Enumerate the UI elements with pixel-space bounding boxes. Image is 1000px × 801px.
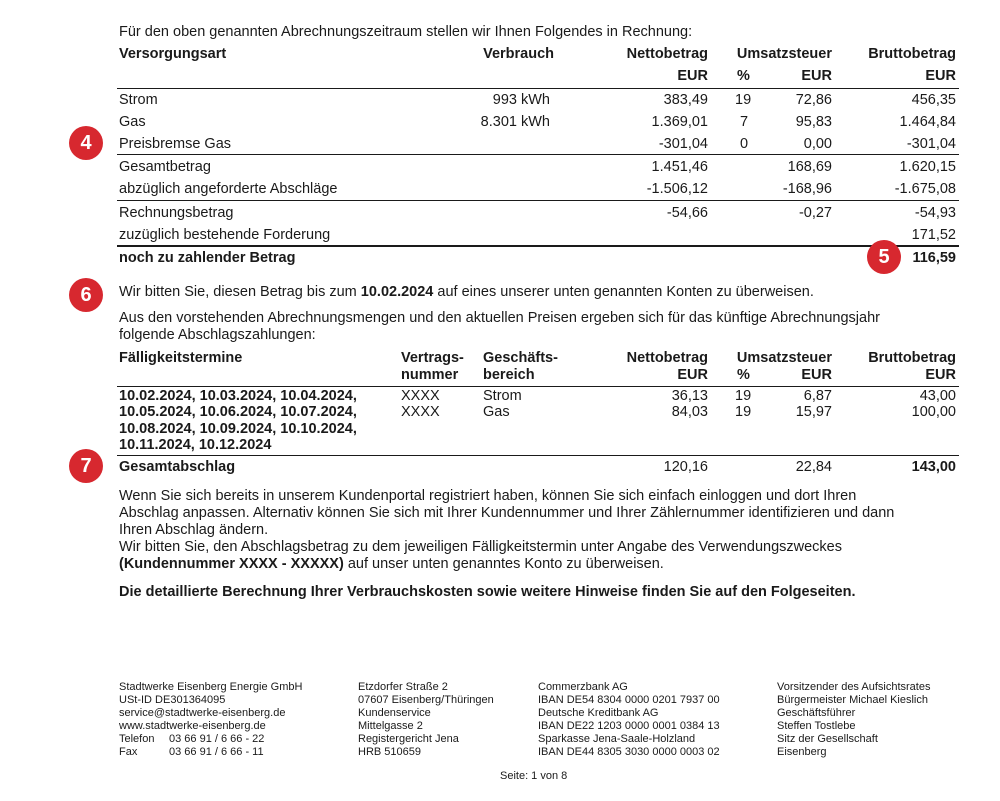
- unit-net-2: EUR: [677, 367, 708, 383]
- total-vat: 22,84: [795, 459, 832, 475]
- footer-seat-title: Sitz der Gesellschaft: [777, 733, 878, 745]
- row-pct: 19: [735, 404, 752, 420]
- row-gross: 43,00: [919, 388, 956, 404]
- row-net: -1.506,12: [646, 181, 708, 197]
- table2-rule-total: [117, 455, 959, 456]
- footer-bank-column: [538, 681, 720, 759]
- footer-street: Etzdorfer Straße 2: [358, 681, 448, 693]
- row-net: -54,66: [666, 205, 708, 221]
- unit-vat-2: EUR: [801, 367, 832, 383]
- table1-rule-total: [117, 245, 959, 247]
- forecast-line-1: Aus den vorstehenden Abrechnungsmengen und den aktuellen Preisen ergeben sich für das künftige Abrechnungsjahr: [119, 310, 880, 326]
- col-header-type: Versorgungsart: [119, 46, 227, 62]
- row-gross: -54,93: [914, 205, 956, 221]
- footer-bank-1: Commerzbank AG: [538, 681, 628, 693]
- intro-text: Für den oben genannten Abrechnungszeitraum stellen wir Ihnen Folgendes in Rechnung:: [119, 24, 693, 40]
- unit-pct-2: %: [737, 367, 750, 383]
- footer-iban-2: IBAN DE22 1203 0000 0001 0384 13: [538, 720, 720, 732]
- row-gross: -301,04: [906, 136, 956, 152]
- footer-seat-city: Eisenberg: [777, 746, 827, 758]
- marker-badge-4: 4: [69, 126, 103, 160]
- table1-header-rule: [117, 88, 959, 89]
- due-dates-line-2: 10.05.2024, 10.06.2024, 10.07.2024,: [119, 404, 357, 420]
- footer-service-street: Mittelgasse 2: [358, 720, 423, 732]
- footer-iban-3: IBAN DE44 8305 3030 0000 0003 02: [538, 746, 720, 758]
- footer-vat-id: USt-ID DE301364095: [119, 694, 226, 706]
- row-vat: 168,69: [787, 159, 832, 175]
- due-dates-line-1: 10.02.2024, 10.03.2024, 10.04.2024,: [119, 388, 357, 404]
- row-contract: XXXX: [401, 404, 440, 420]
- total-label: Gesamtabschlag: [119, 459, 236, 475]
- col-header-gross: Bruttobetrag: [868, 46, 956, 62]
- row-gross: 171,52: [911, 227, 956, 243]
- row-vat: 95,83: [795, 114, 832, 130]
- row-gross: -1.675,08: [894, 181, 956, 197]
- row-label: Strom: [119, 92, 158, 108]
- unit-pct: %: [737, 68, 750, 84]
- row-pct: 7: [740, 114, 749, 130]
- row-gross: 1.464,84: [899, 114, 956, 130]
- row-area: Strom: [483, 388, 522, 404]
- unit-gross: EUR: [925, 68, 956, 84]
- footer-board-chair: Bürgermeister Michael Kieslich: [777, 694, 928, 706]
- footer-email: service@stadtwerke-eisenberg.de: [119, 707, 286, 719]
- marker-badge-5: 5: [867, 240, 901, 274]
- footer-iban-1: IBAN DE54 8304 0000 0201 7937 00: [538, 694, 720, 706]
- row-vat: -0,27: [798, 205, 832, 221]
- payment-before: Wir bitten Sie, diesen Betrag bis zum: [119, 284, 361, 300]
- marker-badge-6: 6: [69, 278, 103, 312]
- footer-ceo-name: Steffen Tostlebe: [777, 720, 856, 732]
- unit-vat: EUR: [801, 68, 832, 84]
- unit-gross-2: EUR: [925, 367, 956, 383]
- portal-line-4: Wir bitten Sie, den Abschlagsbetrag zu dem jeweiligen Fälligkeitstermin unter Angabe des Verwendungszweckes: [119, 539, 842, 555]
- footer-ceo-title: Geschäftsführer: [777, 707, 856, 719]
- portal-line-5: [119, 556, 664, 573]
- payment-after: auf eines unserer unten genannten Konten zu überweisen.: [433, 284, 814, 300]
- row-consumption: 993 kWh: [492, 92, 550, 108]
- col-header-contract-2: nummer: [401, 367, 459, 383]
- col-header-area: Geschäfts-: [483, 350, 558, 366]
- footer-address-column: [358, 681, 494, 759]
- footer-website: www.stadtwerke-eisenberg.de: [119, 720, 266, 732]
- row-pct: 19: [735, 388, 752, 404]
- row-net: 1.451,46: [651, 159, 708, 175]
- col-header-gross-2: Bruttobetrag: [868, 350, 956, 366]
- col-header-consumption: Verbrauch: [483, 46, 554, 62]
- customer-number-reference: (Kundennummer XXXX - XXXXX): [119, 556, 344, 572]
- row-contract: XXXX: [401, 388, 440, 404]
- portal-line-5-rest: auf unser unten genanntes Konto zu überweisen.: [343, 556, 664, 572]
- row-pct: 0: [740, 136, 749, 152]
- unit-net: EUR: [677, 68, 708, 84]
- table1-rule-invoice: [117, 200, 959, 201]
- footer-phone: Telefon 03 66 91 / 6 66 - 22: [119, 733, 265, 745]
- footer-fax: Fax 03 66 91 / 6 66 - 11: [119, 746, 264, 758]
- footer-city: 07607 Eisenberg/Thüringen: [358, 694, 494, 706]
- row-net: 1.369,01: [651, 114, 708, 130]
- row-net: -301,04: [658, 136, 708, 152]
- due-dates-line-3: 10.08.2024, 10.09.2024, 10.10.2024,: [119, 421, 357, 437]
- col-header-vat: Umsatzsteuer: [736, 46, 832, 62]
- col-header-area-2: bereich: [483, 367, 535, 383]
- portal-line-3: Ihren Abschlag ändern.: [119, 522, 269, 538]
- row-label: Rechnungsbetrag: [119, 205, 234, 221]
- detail-note: Die detaillierte Berechnung Ihrer Verbrauchskosten sowie weitere Hinweise finden Sie auf den Folgeseiten.: [119, 584, 856, 600]
- row-vat: -168,96: [782, 181, 832, 197]
- row-label: Gesamtbetrag: [119, 159, 211, 175]
- row-label: Gas: [119, 114, 146, 130]
- forecast-line-2: folgende Abschlagszahlungen:: [119, 327, 316, 343]
- row-pct: 19: [735, 92, 752, 108]
- footer-bank-2: Deutsche Kreditbank AG: [538, 707, 659, 719]
- row-label: zuzüglich bestehende Forderung: [119, 227, 331, 243]
- footer-management-column: [777, 681, 930, 759]
- footer-bank-3: Sparkasse Jena-Saale-Holzland: [538, 733, 696, 745]
- row-net: 383,49: [663, 92, 708, 108]
- col-header-net: Nettobetrag: [626, 46, 708, 62]
- col-header-due-dates: Fälligkeitstermine: [119, 350, 243, 366]
- portal-line-1: Wenn Sie sich bereits in unserem Kundenportal registriert haben, können Sie sich einfach einloggen und dort Ihren: [119, 488, 857, 504]
- row-area: Gas: [483, 404, 510, 420]
- table1-rule-subtotal: [117, 154, 959, 155]
- row-vat: 15,97: [795, 404, 832, 420]
- row-vat: 0,00: [803, 136, 832, 152]
- row-vat: 72,86: [795, 92, 832, 108]
- total-value: 116,59: [912, 250, 956, 266]
- footer-register-court: Registergericht Jena: [358, 733, 459, 745]
- row-label: Preisbremse Gas: [119, 136, 232, 152]
- row-net: 84,03: [671, 404, 708, 420]
- footer-board-title: Vorsitzender des Aufsichtsrates: [777, 681, 931, 693]
- total-gross: 143,00: [911, 459, 956, 475]
- row-vat: 6,87: [803, 388, 832, 404]
- payment-request: [119, 284, 814, 301]
- footer-company-column: [119, 681, 302, 759]
- row-label: abzüglich angeforderte Abschläge: [119, 181, 338, 197]
- due-dates-line-4: 10.11.2024, 10.12.2024: [119, 437, 272, 453]
- row-gross: 1.620,15: [899, 159, 956, 175]
- col-header-vat-2: Umsatzsteuer: [736, 350, 832, 366]
- page-number: Seite: 1 von 8: [500, 770, 568, 782]
- row-consumption: 8.301 kWh: [480, 114, 550, 130]
- row-gross: 456,35: [911, 92, 956, 108]
- total-label: noch zu zahlender Betrag: [119, 250, 296, 266]
- footer-service-label: Kundenservice: [358, 707, 431, 719]
- marker-badge-7: 7: [69, 449, 103, 483]
- footer-company-name: Stadtwerke Eisenberg Energie GmbH: [119, 681, 303, 693]
- table2-header-rule: [117, 386, 959, 387]
- total-net: 120,16: [663, 459, 708, 475]
- footer-register-number: HRB 510659: [358, 746, 421, 758]
- col-header-net-2: Nettobetrag: [626, 350, 708, 366]
- row-net: 36,13: [671, 388, 708, 404]
- col-header-contract: Vertrags-: [401, 350, 464, 366]
- payment-due-date: 10.02.2024: [360, 284, 434, 300]
- portal-line-2: Abschlag anpassen. Alternativ können Sie sich mit Ihrer Kundennummer und Ihrer Zählernummer identifizieren und dann: [119, 505, 895, 521]
- row-gross: 100,00: [911, 404, 956, 420]
